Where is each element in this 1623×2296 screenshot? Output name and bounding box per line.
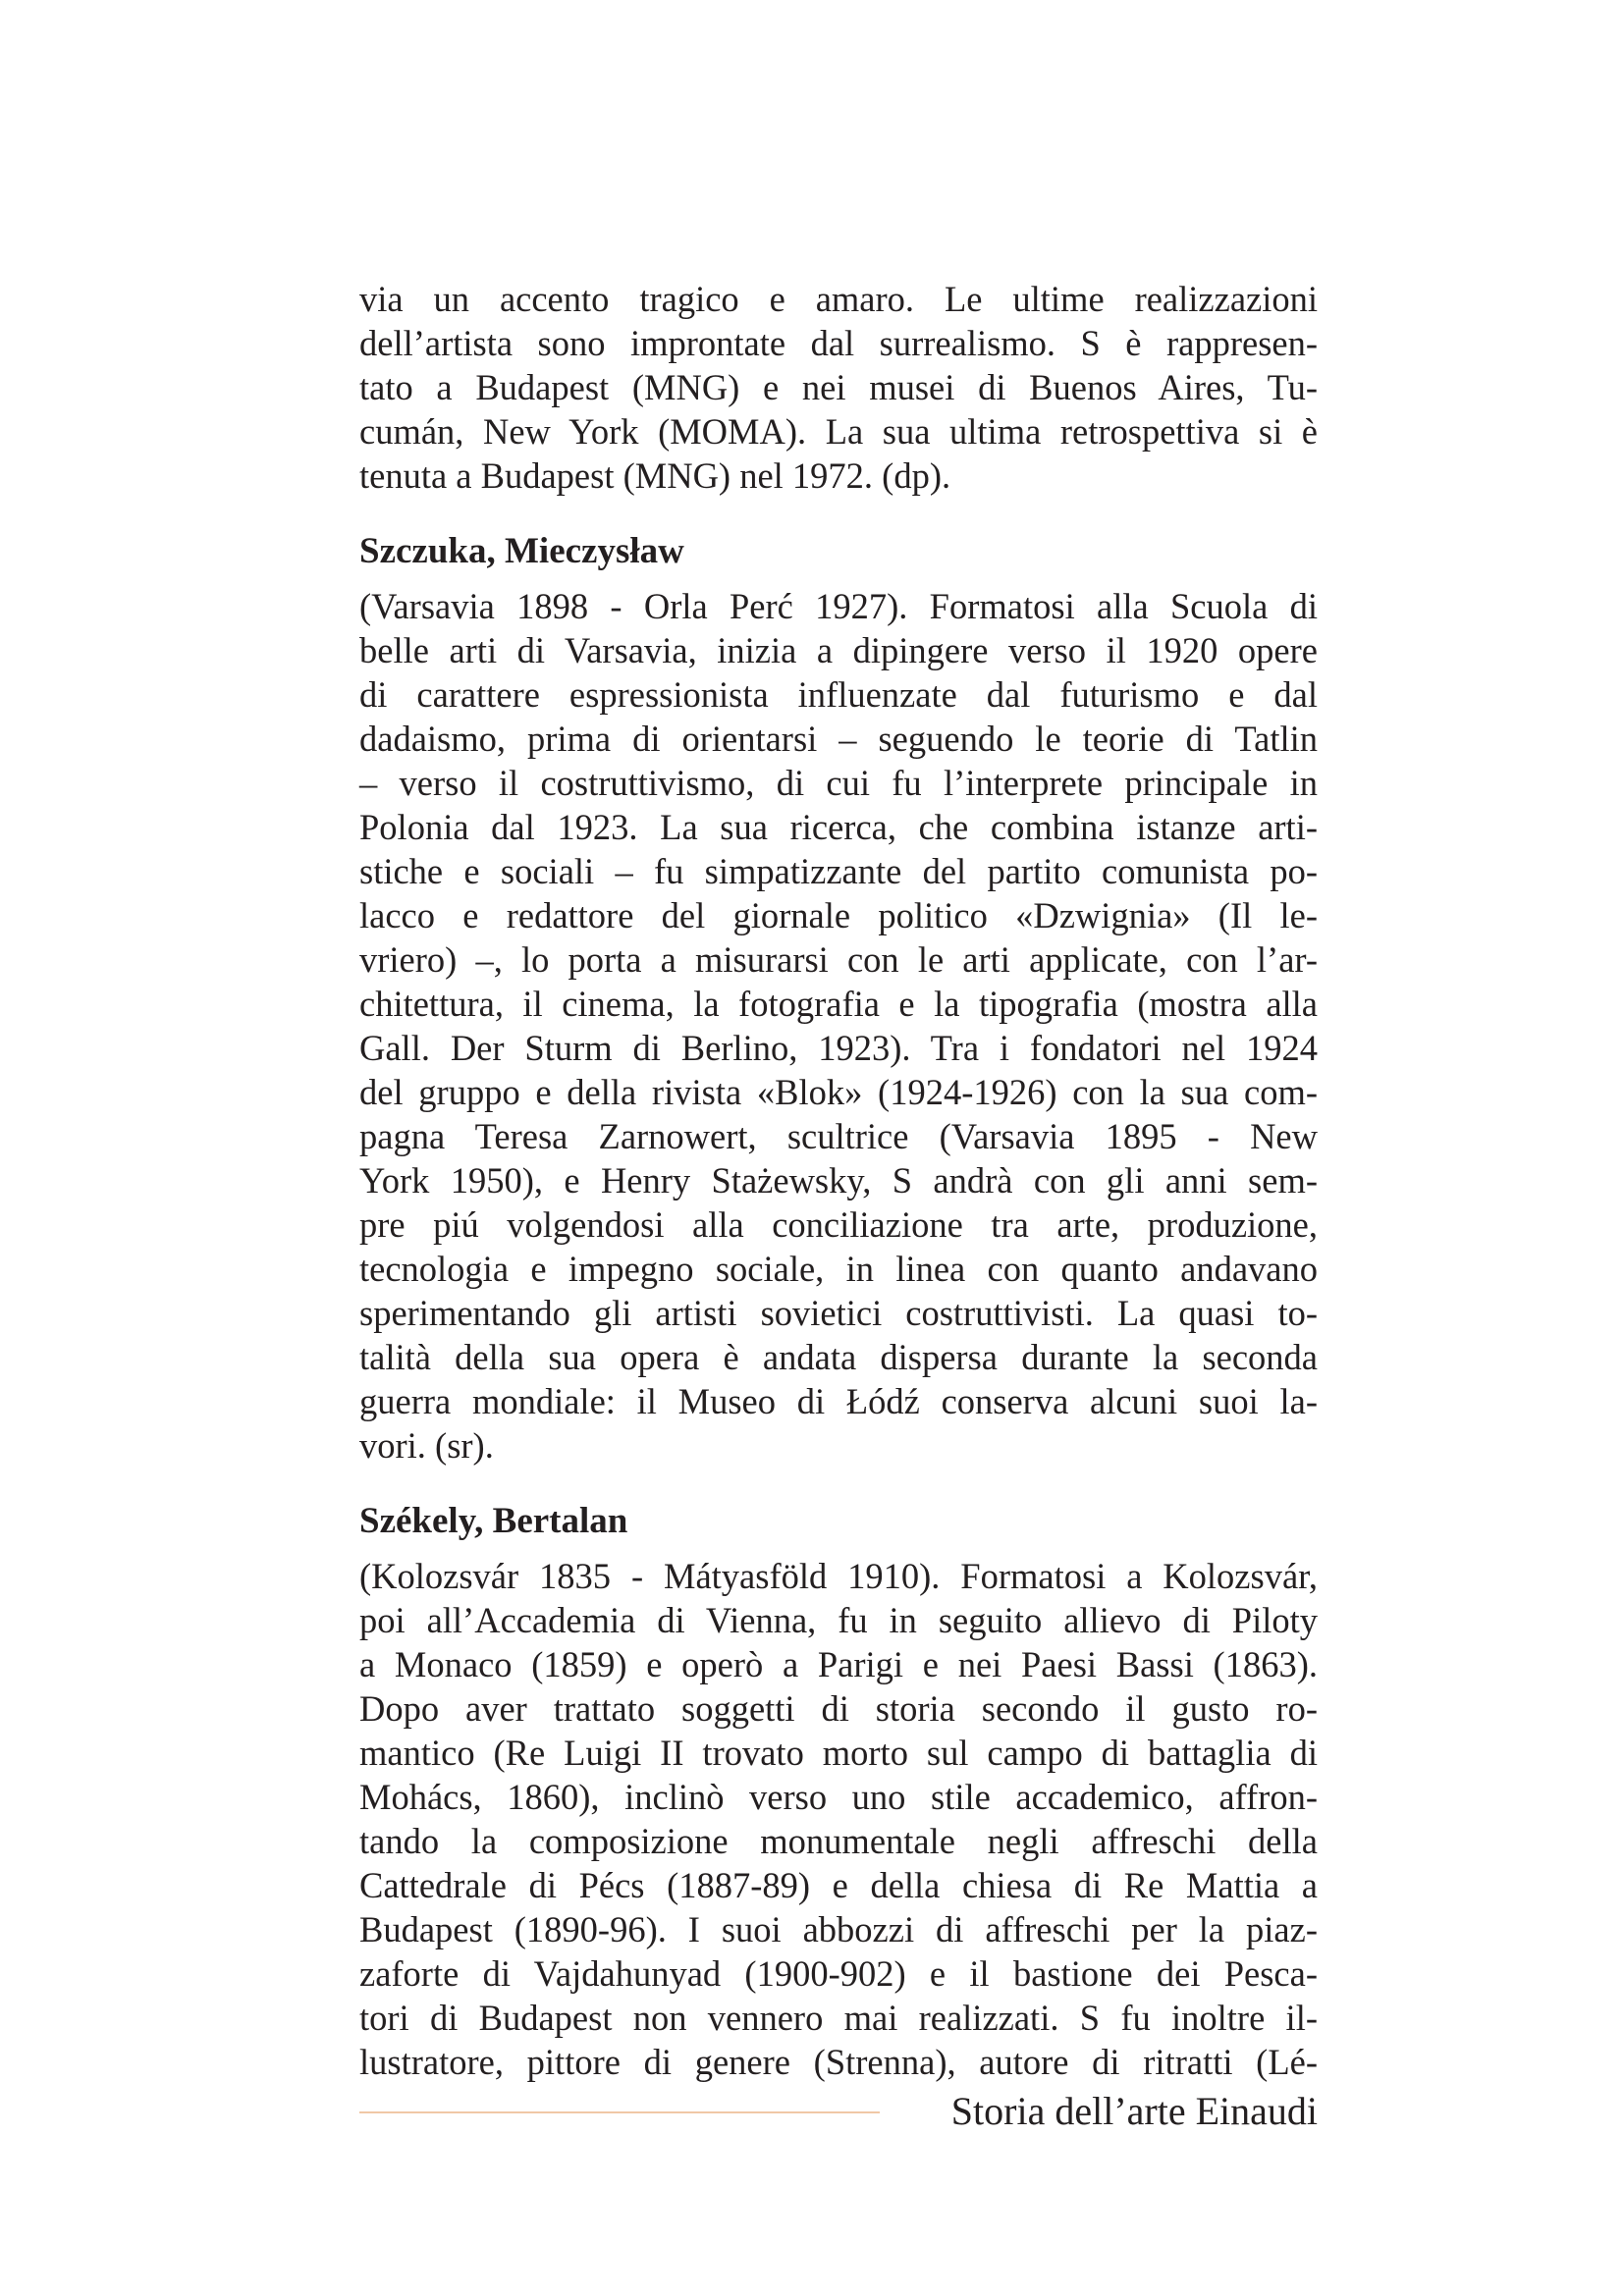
text-line: via un accento tragico e amaro. Le ultime realizzazioni [359, 279, 1318, 319]
publisher-name: Storia dell’arte Einaudi [950, 2089, 1318, 2133]
text-line: pre piú volgendosi alla conciliazione tra arte, produzione, [359, 1204, 1318, 1245]
text-line: talità della sua opera è andata dispersa durante la seconda [359, 1337, 1318, 1377]
text-line: (Kolozsvár 1835 - Mátyasföld 1910). Formatosi a Kolozsvár, [359, 1556, 1318, 1596]
entry-title: Szczuka, Mieczysław [359, 531, 684, 571]
entry-continuation [359, 277, 1318, 498]
text-line: (Varsavia 1898 - Orla Perć 1927). Formatosi alla Scuola di [359, 586, 1318, 626]
text-line: York 1950), e Henry Stażewsky, S andrà con gli anni sem- [359, 1160, 1318, 1201]
text-line: a Monaco (1859) e operò a Parigi e nei Paesi Bassi (1863). [359, 1644, 1318, 1684]
text-line: tecnologia e impegno sociale, in linea con quanto andavano [359, 1249, 1318, 1289]
text-line: stiche e sociali – fu simpatizzante del partito comunista po- [359, 851, 1318, 891]
text-line: Budapest (1890-96). I suoi abbozzi di affreschi per la piaz- [359, 1909, 1318, 1949]
text-line: dell’artista sono improntate dal surrealismo. S è rappresen- [359, 323, 1318, 363]
entry-title: Székely, Bertalan [359, 1501, 628, 1541]
text-line: Cattedrale di Pécs (1887-89) e della chiesa di Re Mattia a [359, 1865, 1318, 1905]
text-line: mantico (Re Luigi II trovato morto sul campo di battaglia di [359, 1733, 1318, 1773]
text-line: lacco e redattore del giornale politico «Dzwignia» (Il le- [359, 895, 1318, 935]
text-line: dadaismo, prima di orientarsi – seguendo le teorie di Tatlin [359, 719, 1318, 759]
text-line: tato a Budapest (MNG) e nei musei di Buenos Aires, Tu- [359, 367, 1318, 407]
text-line: vori. (sr). [359, 1425, 494, 1466]
text-line: lustratore, pittore di genere (Strenna), autore di ritratti (Lé- [359, 2042, 1318, 2082]
text-line: tando la composizione monumentale negli affreschi della [359, 1821, 1318, 1861]
text-line: tori di Budapest non vennero mai realizzati. S fu inoltre il- [359, 1998, 1318, 2038]
text-line: chitettura, il cinema, la fotografia e la tipografia (mostra alla [359, 984, 1318, 1024]
text-line: – verso il costruttivismo, di cui fu l’interprete principale in [359, 763, 1318, 803]
text-line: poi all’Accademia di Vienna, fu in seguito allievo di Piloty [359, 1600, 1318, 1640]
text-line: di carattere espressionista influenzate dal futurismo e dal [359, 674, 1318, 715]
text-line: Dopo aver trattato soggetti di storia secondo il gusto ro- [359, 1688, 1318, 1729]
text-line: tenuta a Budapest (MNG) nel 1972. (dp). [359, 455, 951, 496]
entry-szekely [359, 1499, 1318, 2084]
text-line: cumán, New York (MOMA). La sua ultima retrospettiva si è [359, 411, 1318, 452]
text-line: guerra mondiale: il Museo di Łódź conserva alcuni suoi la- [359, 1381, 1318, 1421]
text-line: belle arti di Varsavia, inizia a dipingere verso il 1920 opere [359, 630, 1318, 670]
entry-szczuka [359, 529, 1318, 1468]
text-line: pagna Teresa Zarnowert, scultrice (Varsavia 1895 - New [359, 1116, 1318, 1156]
page-body [359, 277, 1318, 2084]
footer-rule [359, 2111, 880, 2113]
text-line: vriero) –, lo porta a misurarsi con le arti applicate, con l’ar- [359, 939, 1318, 980]
text-line: del gruppo e della rivista «Blok» (1924-1926) con la sua com- [359, 1072, 1318, 1112]
text-line: Gall. Der Sturm di Berlino, 1923). Tra i fondatori nel 1924 [359, 1028, 1318, 1068]
text-line: zaforte di Vajdahunyad (1900-902) e il bastione dei Pesca- [359, 1953, 1318, 1994]
text-line: Polonia dal 1923. La sua ricerca, che combina istanze arti- [359, 807, 1318, 847]
text-line: Mohács, 1860), inclinò verso uno stile accademico, affron- [359, 1777, 1318, 1817]
text-line: sperimentando gli artisti sovietici costruttivisti. La quasi to- [359, 1293, 1318, 1333]
page-footer [359, 2084, 1318, 2139]
